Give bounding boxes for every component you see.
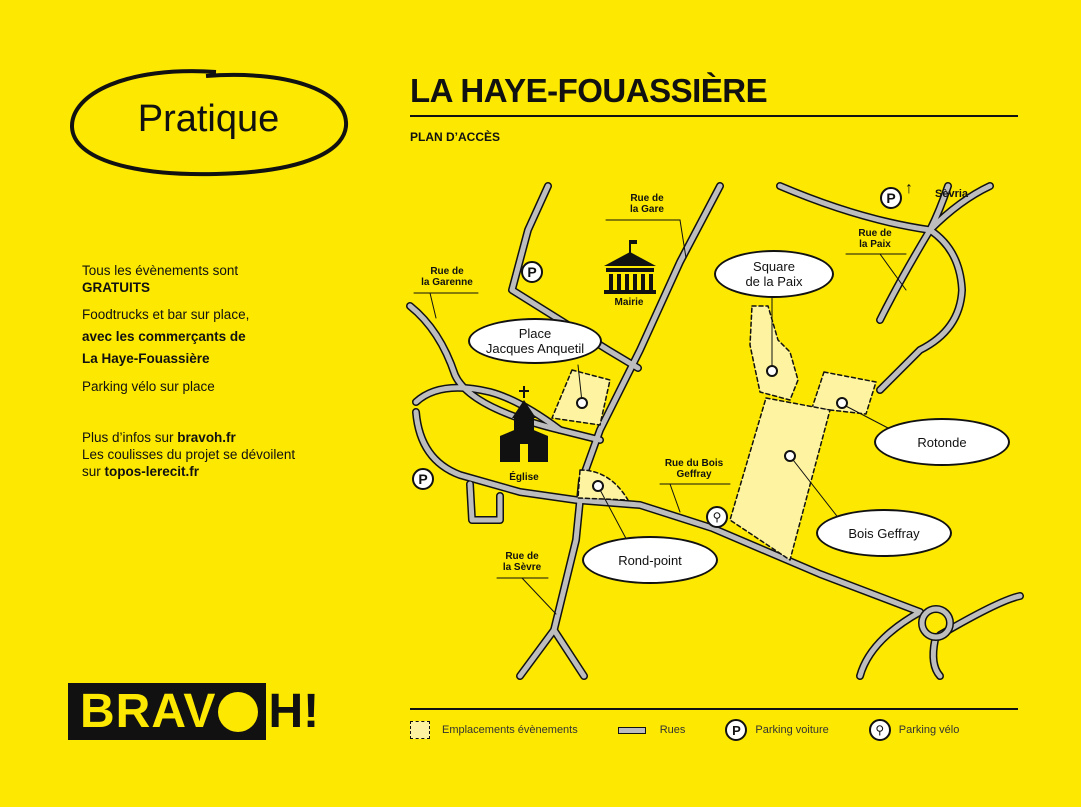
arrow-up-icon: ↑ <box>905 180 913 197</box>
legend-parking: P Parking voiture <box>725 719 828 741</box>
legend-bike: ⚲ Parking vélo <box>869 719 960 741</box>
event-zone-swatch <box>410 721 430 739</box>
info-foodtrucks: Foodtrucks et bar sur place, avec les commerçants de La Haye-Fouassière <box>82 307 250 366</box>
map-legend <box>410 719 1020 741</box>
info-bike: Parking vélo sur place <box>82 379 215 394</box>
bravoh-link[interactable]: bravoh.fr <box>177 430 236 445</box>
info-more: Plus d’infos sur bravoh.fr Les coulisses du projet se dévoilent sur topos-lerecit.fr <box>82 430 296 479</box>
parking-icon: P <box>521 261 543 283</box>
pill-bois-geffray: Bois Geffray <box>816 509 952 557</box>
info-free-line: Tous les évènements sont GRATUITS <box>82 263 239 295</box>
page-title: LA HAYE-FOUASSIÈRE <box>410 72 768 109</box>
mairie-icon <box>604 240 656 294</box>
mairie-label: Mairie <box>614 297 644 308</box>
parking-icon: P <box>725 719 747 741</box>
legend-events: Emplacements évènements <box>410 721 578 739</box>
zone-bois <box>730 398 830 560</box>
parking-icon: P <box>880 187 902 209</box>
badge-label: Pratique <box>137 98 280 140</box>
topos-link[interactable]: topos-lerecit.fr <box>104 464 200 479</box>
legend-divider <box>410 708 1018 710</box>
bike-icon: ⚲ <box>869 719 891 741</box>
pill-rotonde: Rotonde <box>874 418 1010 466</box>
sevria-label: Sèvria <box>935 188 969 200</box>
pill-place-jacques-anquetil: Place Jacques Anquetil <box>468 318 602 364</box>
street-label-paix: Rue de la Paix <box>858 228 892 250</box>
bravoh-logo: BRAV H! <box>68 683 319 740</box>
parking-icon: P <box>412 468 434 490</box>
street-label-bois: Rue du Bois Geffray <box>664 458 724 480</box>
pill-square-paix: Square de la Paix <box>714 250 834 298</box>
street-label-gare: Rue de la Gare <box>630 193 664 215</box>
eglise-label: Église <box>509 472 539 483</box>
page-subtitle: PLAN D’ACCÈS <box>410 130 501 144</box>
legend-roads: Rues <box>618 724 686 736</box>
road-swatch <box>618 727 646 734</box>
street-label-sevre: Rue de la Sèvre <box>502 551 542 573</box>
bike-icon: ⚲ <box>706 506 728 528</box>
zone-square <box>750 306 798 400</box>
street-label-garenne: Rue de la Garenne <box>421 266 473 288</box>
pill-rond-point: Rond-point <box>582 536 718 584</box>
